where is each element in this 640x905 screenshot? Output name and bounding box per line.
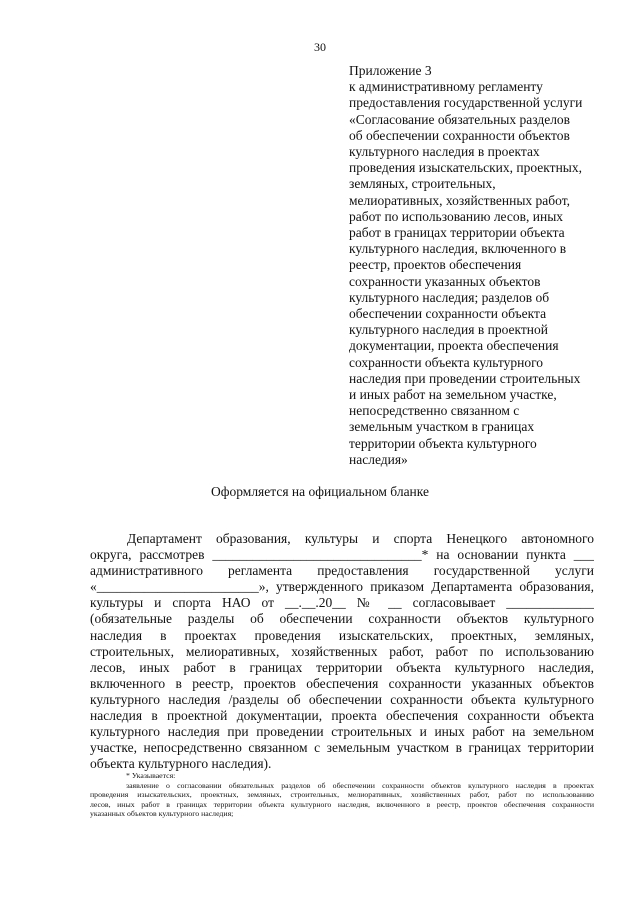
appendix-line: наследия при проведении строительных (349, 370, 581, 386)
appendix-line: культурного наследия; разделов об (349, 289, 550, 305)
paragraph-line: культурного наследия /разделы об обеспечении сохранности объекта культурного (90, 691, 594, 707)
paragraph-line: административного регламента предоставления государственной услуги (90, 563, 594, 579)
footnote-line: лесов, иных работ в границах территории объекта культурного наследия, включенного в реестр, проектов обеспечения сохранности (90, 799, 594, 809)
paragraph-line: участке, непосредственно связанном с земельным участком в границах территории (90, 740, 594, 756)
appendix-line: культурного наследия в проектах (349, 144, 540, 160)
appendix-line: культурного наследия, включенного в (349, 241, 567, 257)
appendix-header (349, 63, 609, 468)
paragraph-line: округа, рассмотрев _______________________________* на основании пункта ___ (90, 547, 594, 563)
appendix-line: реестр, проектов обеспечения (349, 257, 522, 273)
paragraph-line: лесов, иных работ в границах территории объекта культурного наследия, (90, 659, 594, 675)
appendix-line: сохранности объекта культурного (349, 354, 544, 370)
appendix-line: работ в границах территории объекта (349, 225, 565, 241)
appendix-line: об обеспечении сохранности объектов (349, 127, 570, 143)
paragraph-line: строительных, мелиоративных, хозяйственных работ, работ по использованию (90, 643, 594, 659)
footnote (90, 771, 594, 819)
appendix-line: земляных, строительных, (349, 176, 496, 192)
appendix-line: проведения изыскательских, проектных, (349, 160, 582, 176)
appendix-line: предоставления государственной услуги (349, 95, 583, 111)
official-letterhead-note: Оформляется на официальном бланке (210, 484, 430, 499)
appendix-line: документации, проекта обеспечения (349, 338, 559, 354)
paragraph-line: «________________________», утвержденного приказом Департамента образования, (90, 579, 594, 595)
appendix-line: «Согласование обязательных разделов (349, 111, 571, 127)
appendix-line: Приложение 3 (349, 63, 432, 78)
paragraph-line: наследия в проектной документации, проекта обеспечения сохранности объекта (90, 708, 594, 724)
appendix-line: наследия» (349, 451, 408, 467)
footnote-mark: * Указывается: (126, 771, 176, 780)
appendix-line: мелиоративных, хозяйственных работ, (349, 192, 570, 208)
appendix-line: территории объекта культурного (349, 435, 537, 451)
footnote-line: указанных объектов культурного наследия; (90, 809, 234, 819)
footnote-line: заявление о согласовании обязательных разделов об обеспечении сохранности объектов культурного наследия в проектах (126, 780, 594, 790)
appendix-line: сохранности указанных объектов (349, 273, 541, 289)
paragraph-line: включенного в реестр, проектов обеспечения сохранности указанных объектов (90, 675, 594, 691)
appendix-line: непосредственно связанном с (349, 403, 520, 419)
paragraph-line: культурного наследия при проведении строительных и иных работ на земельном (90, 724, 594, 740)
appendix-line: и иных работ на земельном участке, (349, 387, 557, 403)
paragraph-line: наследия в проектах проведения изыскательских, проектных, земляных, (90, 627, 594, 643)
appendix-line: земельным участком в границах (349, 419, 535, 435)
paragraph-line: объекта культурного наследия). (90, 756, 272, 772)
appendix-line: обеспечении сохранности объекта (349, 306, 547, 322)
page-number: 30 (314, 40, 326, 54)
paragraph-line: Департамент образования, культуры и спорта Ненецкого автономного (127, 531, 594, 546)
appendix-line: культурного наследия в проектной (349, 322, 548, 338)
appendix-line: работ по использованию лесов, иных (349, 208, 564, 224)
appendix-line: к административному регламенту (349, 79, 543, 95)
paragraph-line: культуры и спорта НАО от __.__.20__ № __ согласовывает _____________ (90, 595, 594, 611)
approval-paragraph (90, 531, 594, 772)
footnote-line: проведения изыскательских, проектных, земляных, строительных, мелиоративных, хозяйственных работ, работ по использованию (90, 790, 594, 800)
paragraph-line: (обязательные разделы об обеспечении сохранности объектов культурного (90, 611, 594, 627)
